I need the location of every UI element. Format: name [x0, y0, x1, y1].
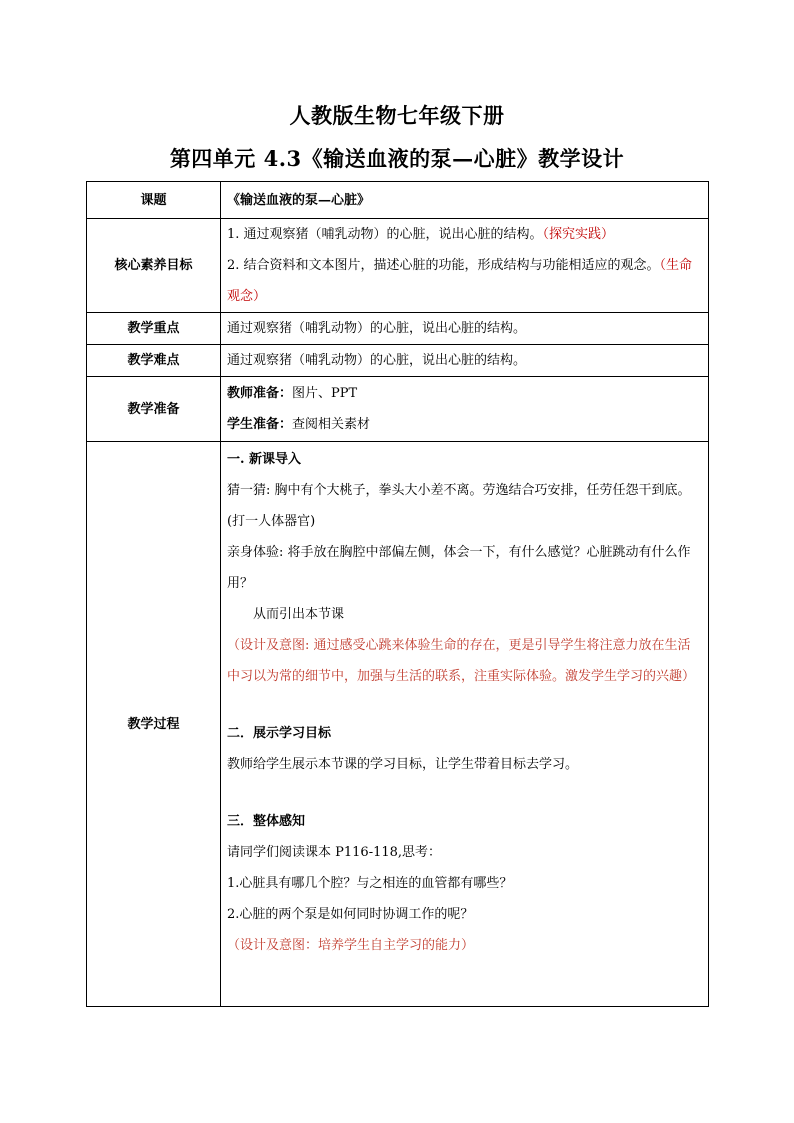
spacer — [227, 780, 702, 806]
process-label: 教学过程 — [87, 442, 221, 1007]
core-goal-2-text: 2. 结合资料和文本图片，描述心脏的功能，形成结构与功能相适应的观念。 — [227, 258, 660, 273]
section-2-text: 教师给学生展示本节课的学习目标，让学生带着目标去学习。 — [227, 757, 579, 772]
section-3-design-note: （设计及意图：培养学生自主学习的能力） — [227, 938, 475, 953]
preparation-content — [221, 377, 709, 442]
section-1-riddle: 猜一猜: 胸中有个大桃子，拳头大小差不离。劳逸结合巧安排，任劳任怨干到底。(打一人体器官) — [227, 483, 691, 529]
core-goal-1-tag: （探究实践） — [542, 227, 615, 242]
student-prep-label: 学生准备： — [227, 417, 293, 432]
core-goals-label: 核心素养目标 — [87, 219, 221, 313]
teacher-preparation — [227, 378, 702, 409]
table-row-core-goals — [87, 219, 709, 313]
table-row-difficulty — [87, 345, 709, 377]
topic-label: 课题 — [87, 182, 221, 219]
core-goal-2 — [227, 250, 702, 312]
section-3-heading: 三．整体感知 — [227, 814, 306, 829]
section-3-question-2: 2.心脏的两个泵是如何同时协调工作的呢？ — [227, 907, 474, 922]
topic-value: 《输送血液的泵—心脏》 — [221, 182, 709, 219]
difficulty-value: 通过观察猪（哺乳动物）的心脏，说出心脏的结构。 — [221, 345, 709, 377]
section-1-lead: 从而引出本节课 — [253, 607, 345, 622]
core-goals-content — [221, 219, 709, 313]
teacher-prep-value: 图片、PPT — [292, 386, 358, 401]
document-title: 人教版生物七年级下册 — [289, 103, 505, 128]
teacher-prep-label: 教师准备： — [227, 386, 293, 401]
document-subtitle: 第四单元 4.3《输送血液的泵—心脏》教学设计 — [169, 146, 625, 171]
key-point-label: 教学重点 — [87, 313, 221, 345]
table-row-process — [87, 442, 709, 1007]
table-row-topic — [87, 182, 709, 219]
lesson-plan-table — [86, 181, 709, 1007]
preparation-label: 教学准备 — [87, 377, 221, 442]
section-1-design-note: （设计及意图: 通过感受心跳来体验生命的存在，更是引导学生将注意力放在生活中习以为常的细节中，加强与生活的联系，注重实际体验。激发学生学习的兴趣） — [227, 638, 696, 684]
section-2-heading: 二．展示学习目标 — [227, 726, 332, 741]
section-1-experience: 亲身体验: 将手放在胸腔中部偏左侧，体会一下，有什么感觉？心脏跳动有什么作用？ — [227, 545, 691, 591]
key-point-value: 通过观察猪（哺乳动物）的心脏，说出心脏的结构。 — [221, 313, 709, 345]
table-row-preparation — [87, 377, 709, 442]
core-goal-1 — [227, 219, 702, 250]
core-goal-1-text: 1. 通过观察猪（哺乳动物）的心脏，说出心脏的结构。 — [227, 227, 543, 242]
table-row-key-point — [87, 313, 709, 345]
section-3-intro: 请同学们阅读课本 P116-118,思考： — [227, 845, 442, 860]
section-3-question-1: 1.心脏具有哪几个腔？与之相连的血管都有哪些？ — [227, 876, 513, 891]
student-prep-value: 查阅相关素材 — [292, 417, 371, 432]
spacer — [227, 692, 702, 718]
difficulty-label: 教学难点 — [87, 345, 221, 377]
process-content — [221, 442, 709, 1007]
core-goal-2-tag: （生命观念） — [227, 258, 693, 304]
section-1-heading: 一. 新课导入 — [227, 452, 302, 467]
student-preparation — [227, 409, 702, 440]
